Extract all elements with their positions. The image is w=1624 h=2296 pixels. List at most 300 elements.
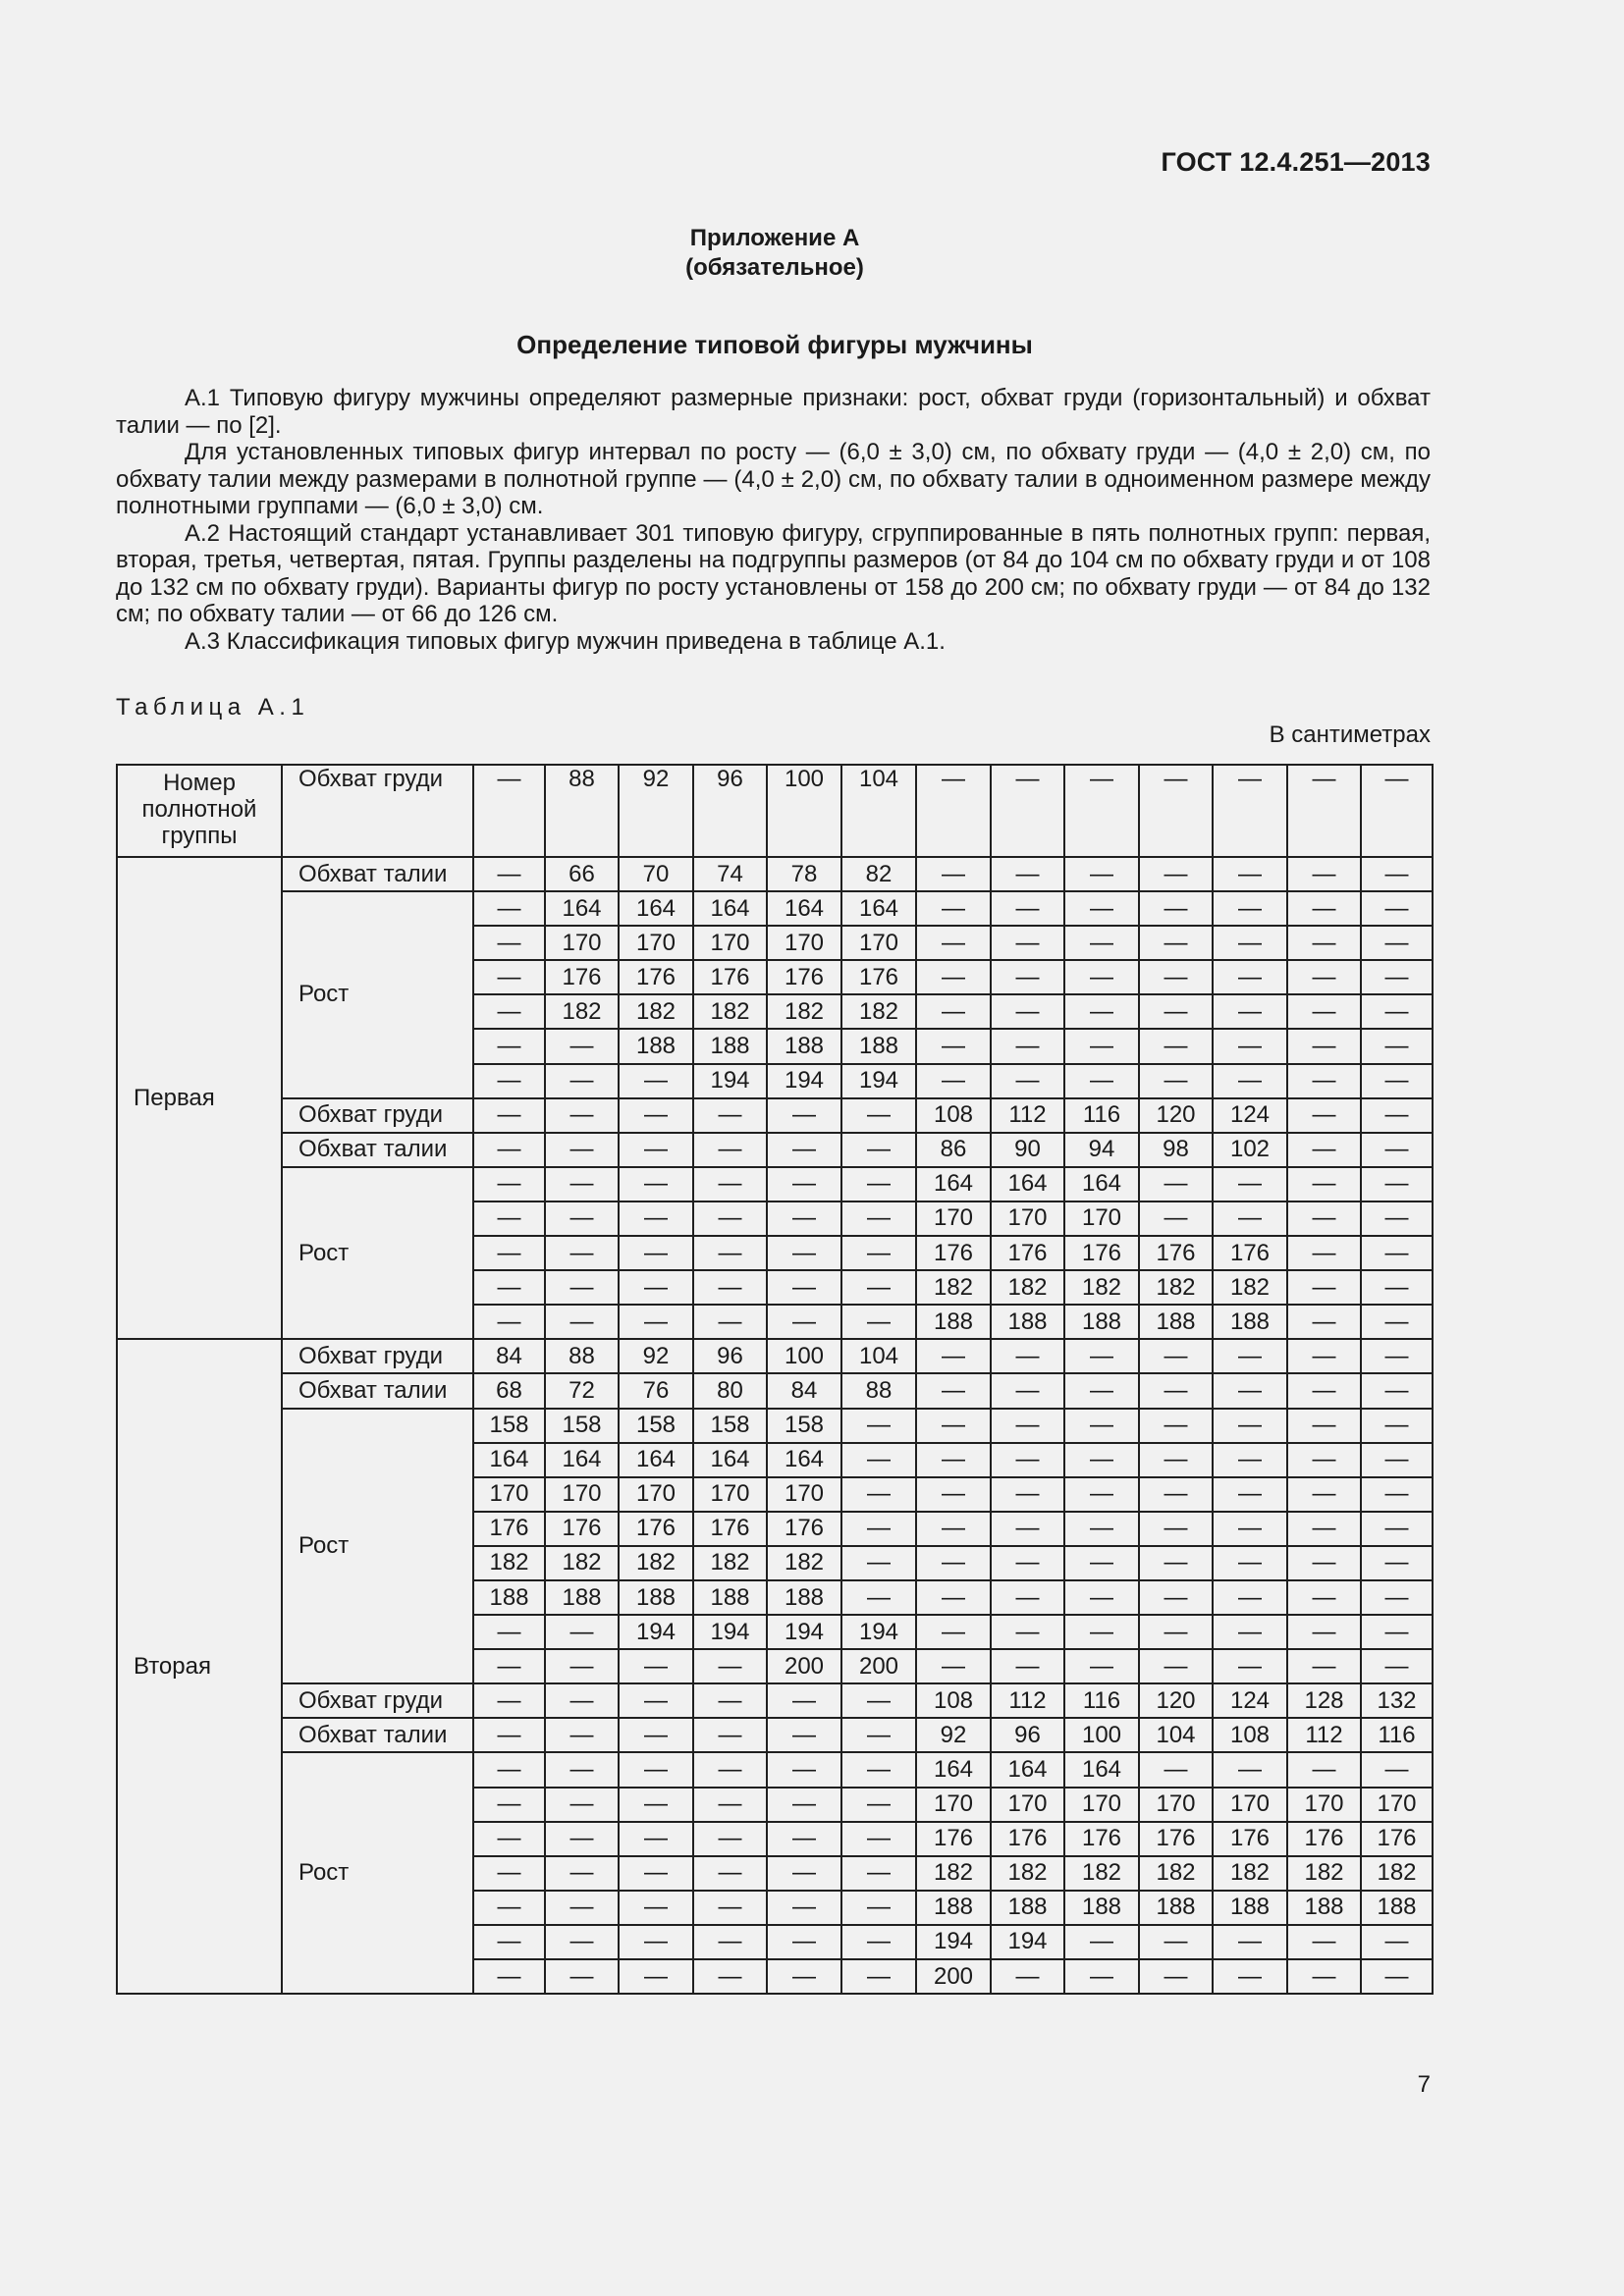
table-cell: 78 [767,857,841,891]
table-cell: — [841,1098,916,1133]
figure-classification-table [116,764,1434,1995]
table-cell: 94 [1064,1133,1139,1167]
table-cell: — [1139,765,1213,857]
table-cell: 188 [473,1580,545,1615]
table-cell: — [1139,994,1213,1029]
chest-label-cell: Обхват груди [282,765,473,857]
table-cell: 176 [1213,1822,1287,1856]
table-cell: 164 [767,891,841,926]
table-cell: — [1213,926,1287,960]
table-cell: — [916,994,991,1029]
table-cell: — [841,1236,916,1270]
table-cell: — [1139,1649,1213,1683]
table-cell: — [1064,1373,1139,1408]
table-cell: — [1139,926,1213,960]
table-cell: — [1361,857,1433,891]
table-cell: — [1139,1546,1213,1580]
table-cell: 176 [767,960,841,994]
table-cell: — [545,1236,619,1270]
table-cell: 164 [619,891,693,926]
table-cell: 164 [545,1443,619,1477]
table-cell: 194 [841,1064,916,1098]
table-cell: — [619,1649,693,1683]
table-cell: — [1287,1167,1361,1201]
table-cell: — [916,1029,991,1063]
table-cell: 182 [1139,1270,1213,1305]
table-cell: 176 [1139,1822,1213,1856]
table-cell: 112 [1287,1718,1361,1752]
table-cell: — [1287,1373,1361,1408]
table-cell: — [545,1167,619,1201]
table-cell: — [473,1959,545,1994]
table-cell: — [1287,765,1361,857]
table-cell: 182 [991,1856,1064,1891]
table-cell: — [693,1891,767,1925]
table-cell: 170 [991,1201,1064,1236]
table-cell: 100 [767,765,841,857]
group-name-cell: Первая [117,857,282,1339]
table-cell: 170 [1064,1788,1139,1822]
table-cell: 194 [619,1615,693,1649]
table-cell: 164 [767,1443,841,1477]
table-cell: 170 [767,926,841,960]
table-cell: — [473,765,545,857]
table-cell: 188 [767,1029,841,1063]
table-cell: — [767,1201,841,1236]
height-label-cell: Рост [282,1409,473,1684]
table-cell: — [1139,1615,1213,1649]
table-cell: — [916,857,991,891]
appendix-heading [0,224,1549,283]
table-cell: — [693,1856,767,1891]
table-cell: 176 [1213,1236,1287,1270]
table-cell: — [767,1891,841,1925]
table-cell: — [693,1133,767,1167]
table-cell: — [1361,1373,1433,1408]
table-cell: — [473,1891,545,1925]
table-cell: — [1139,1925,1213,1959]
table-cell: — [545,1615,619,1649]
table-cell: 182 [1064,1270,1139,1305]
table-row [117,1098,1433,1133]
table-cell: — [991,1615,1064,1649]
table-cell: — [619,1856,693,1891]
table-cell: — [1213,1443,1287,1477]
table-cell: 158 [693,1409,767,1443]
table-cell: — [1287,891,1361,926]
table-cell: 182 [1361,1856,1433,1891]
table-cell: 170 [619,1477,693,1512]
table-cell: 170 [1213,1788,1287,1822]
table-cell: — [473,1098,545,1133]
table-units: В сантиметрах [1269,721,1431,748]
table-cell: 188 [916,1891,991,1925]
table-cell: — [1287,1236,1361,1270]
table-cell: — [473,1201,545,1236]
table-cell: — [545,1788,619,1822]
table-cell: — [916,1409,991,1443]
table-cell: — [1139,1167,1213,1201]
table-cell: — [619,1064,693,1098]
table-cell: 176 [1361,1822,1433,1856]
table-cell: 176 [916,1822,991,1856]
table-cell: — [916,926,991,960]
table-cell: 158 [545,1409,619,1443]
table-cell: — [693,1959,767,1994]
table-cell: — [545,1029,619,1063]
table-cell: 170 [1287,1788,1361,1822]
table-cell: — [1213,1959,1287,1994]
paragraph: А.3 Классификация типовых фигур мужчин приведена в таблице А.1. [185,627,946,655]
body-text [116,385,1431,655]
table-cell: 116 [1064,1683,1139,1718]
table-cell: — [767,1752,841,1787]
table-cell: 170 [473,1477,545,1512]
table-cell: 164 [545,891,619,926]
table-cell: — [545,1891,619,1925]
table-cell: — [1361,1270,1433,1305]
table-cell: — [619,1236,693,1270]
table-cell: — [991,1373,1064,1408]
table-cell: — [1287,1133,1361,1167]
waist-label-cell: Обхват талии [282,857,473,891]
table-cell: 132 [1361,1683,1433,1718]
table-cell: 194 [693,1615,767,1649]
table-cell: — [473,1236,545,1270]
table-cell: — [916,1580,991,1615]
table-cell: — [473,1788,545,1822]
table-cell: — [1361,765,1433,857]
table-cell: — [619,1788,693,1822]
table-cell: 100 [767,1339,841,1373]
table-cell: 88 [545,765,619,857]
table-cell: — [1287,857,1361,891]
table-cell: — [1213,1201,1287,1236]
table-cell: — [619,1270,693,1305]
table-cell: — [545,1064,619,1098]
table-cell: — [545,1098,619,1133]
table-cell: — [991,1580,1064,1615]
paragraph: А.2 Настоящий стандарт устанавливает 301 типовую фигуру, сгруппированные в пять полнотных групп: первая, вторая, третья, четвертая, пятая. Группы разделены на подгруппы размеров (от 84 до 104 см по обхвату груди и от 108 до 132 см по обхвату груди). Варианты фигур по росту установлены от 158 до 200 см; по обхвату груди — от 84 до 132 см; по обхвату талии — от 66 до 126 см. [116,519,1431,627]
table-cell: — [473,1718,545,1752]
table-cell: 82 [841,857,916,891]
table-cell: 108 [1213,1718,1287,1752]
table-cell: — [693,1236,767,1270]
table-cell: 164 [916,1752,991,1787]
table-cell: — [1139,1064,1213,1098]
table-cell: — [1139,1029,1213,1063]
table-cell: — [1139,1512,1213,1546]
table-cell: — [841,1167,916,1201]
table-cell: — [693,1201,767,1236]
table-cell: — [473,1270,545,1305]
table-cell: 176 [916,1236,991,1270]
table-cell: — [693,1649,767,1683]
height-label-cell: Рост [282,1752,473,1994]
table-cell: — [841,1856,916,1891]
table-cell: 176 [1139,1236,1213,1270]
table-cell: 88 [841,1373,916,1408]
table-cell: 182 [767,1546,841,1580]
table-cell: — [1287,1649,1361,1683]
table-cell: 96 [693,1339,767,1373]
table-cell: — [841,1683,916,1718]
table-cell: — [841,1959,916,1994]
table-cell: 194 [693,1064,767,1098]
table-cell: — [693,1822,767,1856]
table-cell: — [619,1305,693,1339]
table-cell: — [473,1064,545,1098]
table-cell: — [1213,1477,1287,1512]
table-cell: 124 [1213,1098,1287,1133]
group-header-cell: Номер полнотной группы [117,765,282,857]
table-cell: — [1213,1339,1287,1373]
table-cell: — [693,1718,767,1752]
table-cell: — [1361,1752,1433,1787]
table-cell: — [1139,1580,1213,1615]
table-cell: — [1139,1373,1213,1408]
table-cell: — [841,1788,916,1822]
table-cell: — [841,1925,916,1959]
table-cell: — [1287,1064,1361,1098]
table-cell: — [619,1752,693,1787]
table-cell: — [545,1683,619,1718]
table-cell: — [473,1856,545,1891]
table-cell: — [693,1752,767,1787]
table-row [117,857,1433,891]
table-cell: — [473,1649,545,1683]
table-cell: 188 [916,1305,991,1339]
table-cell: — [693,1925,767,1959]
table-cell: 188 [1361,1891,1433,1925]
table-cell: 86 [916,1133,991,1167]
table-cell: — [1287,1409,1361,1443]
table-cell: 194 [841,1615,916,1649]
table-cell: — [693,1098,767,1133]
table-cell: 84 [473,1339,545,1373]
table-cell: — [991,1339,1064,1373]
table-cell: — [1139,1752,1213,1787]
table-cell: — [1287,1201,1361,1236]
table-cell: — [1361,994,1433,1029]
table-cell: — [767,1822,841,1856]
table-cell: 170 [1064,1201,1139,1236]
table-cell: — [991,926,1064,960]
table-cell: — [473,960,545,994]
table-cell: 164 [1064,1752,1139,1787]
table-cell: — [619,1683,693,1718]
table-row [117,1167,1433,1201]
table-cell: — [841,1409,916,1443]
table-cell: 68 [473,1373,545,1408]
table-cell: — [916,1546,991,1580]
table-cell: 182 [619,1546,693,1580]
table-cell: — [1213,857,1287,891]
table-cell: — [767,1788,841,1822]
waist-label-cell: Обхват талии [282,1373,473,1408]
table-cell: — [545,1959,619,1994]
table-cell: — [991,1409,1064,1443]
table-cell: — [1361,1477,1433,1512]
table-cell: — [1361,1580,1433,1615]
table-cell: — [1361,1098,1433,1133]
height-label-cell: Рост [282,1167,473,1339]
table-cell: — [916,1339,991,1373]
table-cell: — [693,1270,767,1305]
table-cell: 182 [916,1856,991,1891]
table-cell: 182 [1064,1856,1139,1891]
chest-label-cell: Обхват груди [282,1098,473,1133]
table-cell: — [1213,1409,1287,1443]
table-cell: 176 [619,960,693,994]
table-cell: — [1064,1339,1139,1373]
table-cell: — [767,1856,841,1891]
table-cell: 182 [473,1546,545,1580]
table-cell: 90 [991,1133,1064,1167]
table-cell: 108 [916,1683,991,1718]
table-cell: — [1287,1270,1361,1305]
table-cell: 176 [841,960,916,994]
table-cell: 182 [1213,1856,1287,1891]
table-cell: — [916,1443,991,1477]
waist-label-cell: Обхват талии [282,1133,473,1167]
table-cell: 194 [767,1064,841,1098]
table-cell: — [619,1959,693,1994]
table-cell: — [1361,1339,1433,1373]
table-cell: — [841,1752,916,1787]
table-cell: — [841,1822,916,1856]
table-cell: — [619,1167,693,1201]
table-cell: — [473,994,545,1029]
table-cell: — [841,1580,916,1615]
table-cell: — [693,1305,767,1339]
table-cell: — [916,960,991,994]
table-cell: — [1064,1064,1139,1098]
table-cell: — [1361,1236,1433,1270]
table-cell: 92 [619,1339,693,1373]
table-cell: 84 [767,1373,841,1408]
table-cell: 88 [545,1339,619,1373]
table-cell: 194 [916,1925,991,1959]
table-cell: 164 [841,891,916,926]
table-cell: — [1064,960,1139,994]
table-cell: — [767,1718,841,1752]
table-cell: — [1361,1512,1433,1546]
table-cell: — [1139,857,1213,891]
table-cell: — [1064,1959,1139,1994]
table-cell: 194 [767,1615,841,1649]
table-cell: — [841,1477,916,1512]
table-cell: — [767,1270,841,1305]
table-cell: — [916,765,991,857]
chest-label-cell: Обхват груди [282,1339,473,1373]
table-cell: 188 [1213,1891,1287,1925]
table-cell: — [1361,1649,1433,1683]
table-cell: — [1287,960,1361,994]
table-cell: — [841,1891,916,1925]
table-cell: 170 [1139,1788,1213,1822]
table-cell: — [1361,1615,1433,1649]
table-cell: 170 [619,926,693,960]
table-cell: — [991,994,1064,1029]
table-cell: 200 [841,1649,916,1683]
table-cell: 116 [1361,1718,1433,1752]
table-cell: — [473,1925,545,1959]
standard-code: ГОСТ 12.4.251—2013 [1161,147,1431,177]
table-cell: — [693,1167,767,1201]
table-cell: — [991,1477,1064,1512]
table-cell: 164 [473,1443,545,1477]
table-cell: 188 [1064,1305,1139,1339]
table-cell: — [1064,1925,1139,1959]
table-cell: — [991,960,1064,994]
table-cell: — [1139,960,1213,994]
table-cell: 102 [1213,1133,1287,1167]
table-cell: — [473,891,545,926]
table-cell: 164 [1064,1167,1139,1201]
table-cell: 104 [841,765,916,857]
table-cell: 176 [767,1512,841,1546]
table-cell: — [1287,1305,1361,1339]
table-cell: — [1361,891,1433,926]
table-cell: — [619,1925,693,1959]
table-cell: 164 [693,1443,767,1477]
table-cell: 120 [1139,1098,1213,1133]
table-cell: 188 [991,1305,1064,1339]
table-cell: — [1064,1029,1139,1063]
table-cell: 170 [767,1477,841,1512]
table-cell: — [1139,1409,1213,1443]
table-cell: — [1361,1133,1433,1167]
table-cell: 124 [1213,1683,1287,1718]
table-cell: — [693,1788,767,1822]
table-cell: — [473,1133,545,1167]
table-cell: 188 [991,1891,1064,1925]
table-cell: — [1361,1305,1433,1339]
table-header-row [117,765,1433,857]
table-cell: — [1213,1546,1287,1580]
table-cell: — [1361,1546,1433,1580]
table-cell: 188 [1287,1891,1361,1925]
table-cell: — [1064,1409,1139,1443]
table-cell: 188 [1064,1891,1139,1925]
table-cell: — [767,1683,841,1718]
table-cell: 170 [991,1788,1064,1822]
table-cell: 188 [619,1580,693,1615]
table-cell: — [1361,1064,1433,1098]
table-cell: 112 [991,1098,1064,1133]
appendix-title: Приложение А [689,225,860,251]
table-cell: — [767,1959,841,1994]
table-cell: 182 [545,994,619,1029]
table-cell: 104 [1139,1718,1213,1752]
table-cell: — [1064,1443,1139,1477]
table-row [117,1373,1433,1408]
table-row [117,1409,1433,1443]
table-cell: — [545,1133,619,1167]
table-cell: — [916,1477,991,1512]
table-cell: — [991,891,1064,926]
table-cell: — [1287,1580,1361,1615]
table-cell: 176 [473,1512,545,1546]
table-cell: 194 [991,1925,1064,1959]
table-cell: — [1287,1098,1361,1133]
table-cell: 182 [1139,1856,1213,1891]
table-cell: 182 [1287,1856,1361,1891]
table-cell: — [1361,926,1433,960]
table-cell: — [841,1512,916,1546]
table-cell: — [991,1512,1064,1546]
